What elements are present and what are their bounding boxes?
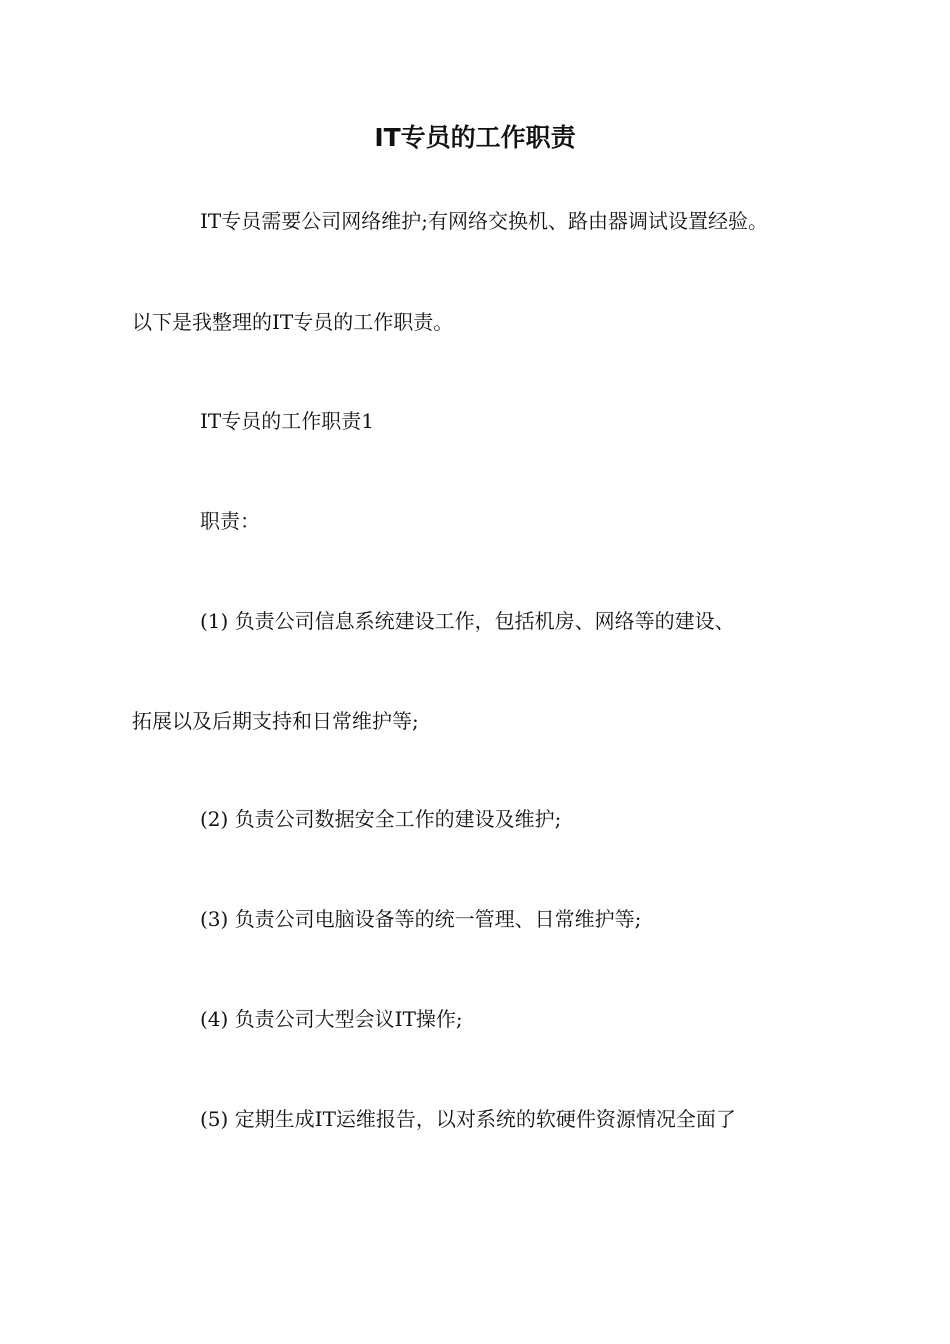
document-title: IT专员的工作职责 [374,123,576,152]
duty-item-1-line-2: 拓展以及后期支持和日常维护等; [132,709,419,733]
duties-label: 职责： [200,509,260,533]
duty-item-2: (2) 负责公司数据安全工作的建设及维护; [200,807,562,831]
duty-item-5: (5) 定期生成IT运维报告，以对系统的软硬件资源情况全面了 [200,1107,736,1131]
duty-item-4: (4) 负责公司大型会议IT操作; [200,1007,463,1031]
intro-paragraph-line-2: 以下是我整理的IT专员的工作职责。 [132,310,454,334]
duty-item-1-line-1: (1) 负责公司信息系统建设工作，包括机房、网络等的建设、 [200,609,735,633]
section-heading: IT专员的工作职责1 [200,409,374,433]
intro-paragraph-line-1: IT专员需要公司网络维护;有网络交换机、路由器调试设置经验。 [200,209,768,233]
duty-item-3: (3) 负责公司电脑设备等的统一管理、日常维护等; [200,907,642,931]
